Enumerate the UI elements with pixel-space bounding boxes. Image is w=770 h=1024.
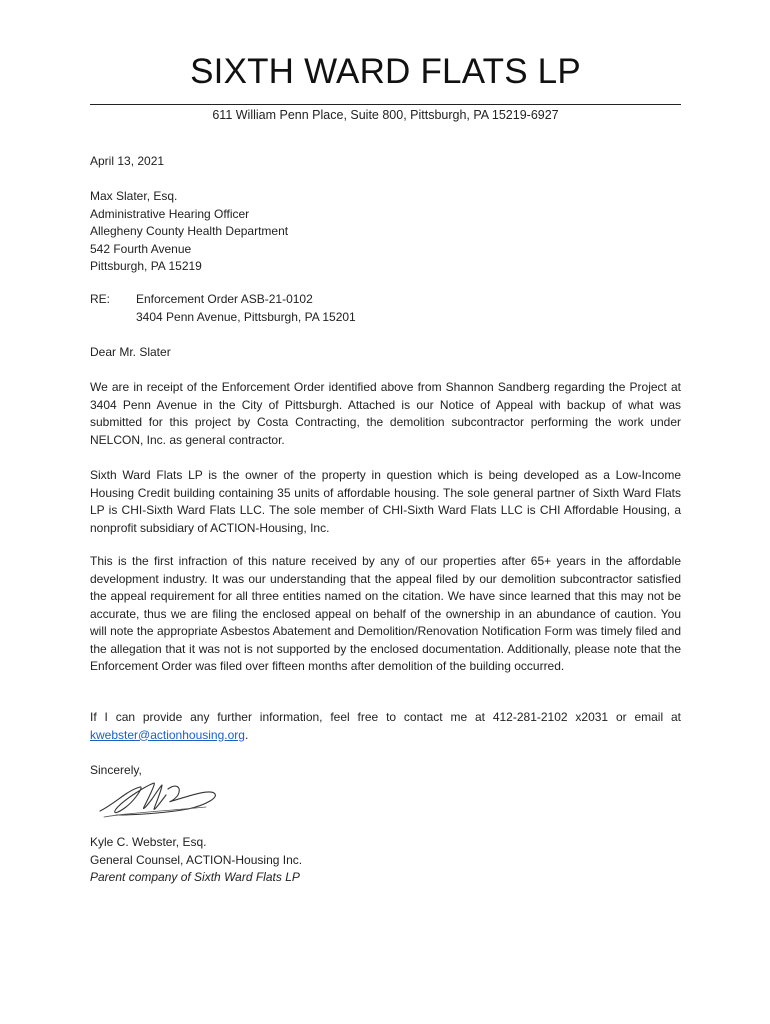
recipient-city: Pittsburgh, PA 15219 [90,259,202,273]
contact-paragraph [90,709,681,744]
recipient-street: 542 Fourth Avenue [90,241,192,256]
paragraph-3: This is the first infraction of this nature received by any of our properties after 65+ years in the affordable development industry. It was our understanding that the appeal filed by our demolition subcontractor satisfied the appeal requirement for all three entities named on the citation. We have since learned that this may not be accurate, thus we are filing the enclosed appeal on behalf of the ownership in an abundance of caution. You will note the appropriate Asbestos Abatement and Demolition/Renovation Notification Form was timely filed and the allegation that it was not is not supported by the enclosed documentation. Additionally, please note that the Enforcement Order was filed over fifteen months after demolition of the building occurred. [90,554,681,673]
company-name: SIXTH WARD FLATS LP [190,52,581,91]
paragraph-1: We are in receipt of the Enforcement Order identified above from Shannon Sandberg regarding the Project at 3404 Penn Avenue in the City of Pittsburgh. Attached is our Notice of Appeal with backup of what was submitted for this project by Costa Contracting, the demolition subcontractor performing the work under NELCON, Inc. as general contractor. [90,380,681,447]
signer-name: Kyle C. Webster, Esq. [90,835,207,849]
re-subject [136,291,356,326]
signer-title: General Counsel, ACTION-Housing Inc. [90,852,303,867]
salutation: Dear Mr. Slater [90,345,171,359]
re-label: RE: [90,292,111,306]
handwritten-signature [96,775,226,825]
recipient-block [90,188,681,276]
contact-suffix: . [244,727,249,742]
email-link[interactable]: kwebster@actionhousing.org [90,727,245,742]
recipient-title: Administrative Hearing Officer [90,206,250,221]
company-address: 611 William Penn Place, Suite 800, Pittsburgh, PA 15219-6927 [212,108,559,122]
letterhead-divider [90,104,681,105]
recipient-organization: Allegheny County Health Department [90,224,289,238]
letter-date: April 13, 2021 [90,154,165,168]
signer-block [90,834,681,887]
paragraph-2: Sixth Ward Flats LP is the owner of the property in question which is being developed as a Low-Income Housing Credit building containing 35 units of affordable housing. The sole general partner of Sixth Ward Flats LP is CHI-Sixth Ward Flats LLC. The sole member of CHI-Sixth Ward Flats LLC is CHI Affordable Housing, a nonprofit subsidiary of ACTION-Housing, Inc. [90,468,681,535]
closing: Sincerely, [90,763,142,777]
recipient-name: Max Slater, Esq. [90,189,178,203]
contact-text: If I can provide any further information, feel free to contact me at 412-281-2102 x2031 or email at [90,710,681,724]
signer-affiliation: Parent company of Sixth Ward Flats LP [90,870,300,884]
re-order-number: Enforcement Order ASB-21-0102 [136,292,313,306]
re-property-address: 3404 Penn Avenue, Pittsburgh, PA 15201 [136,309,356,324]
